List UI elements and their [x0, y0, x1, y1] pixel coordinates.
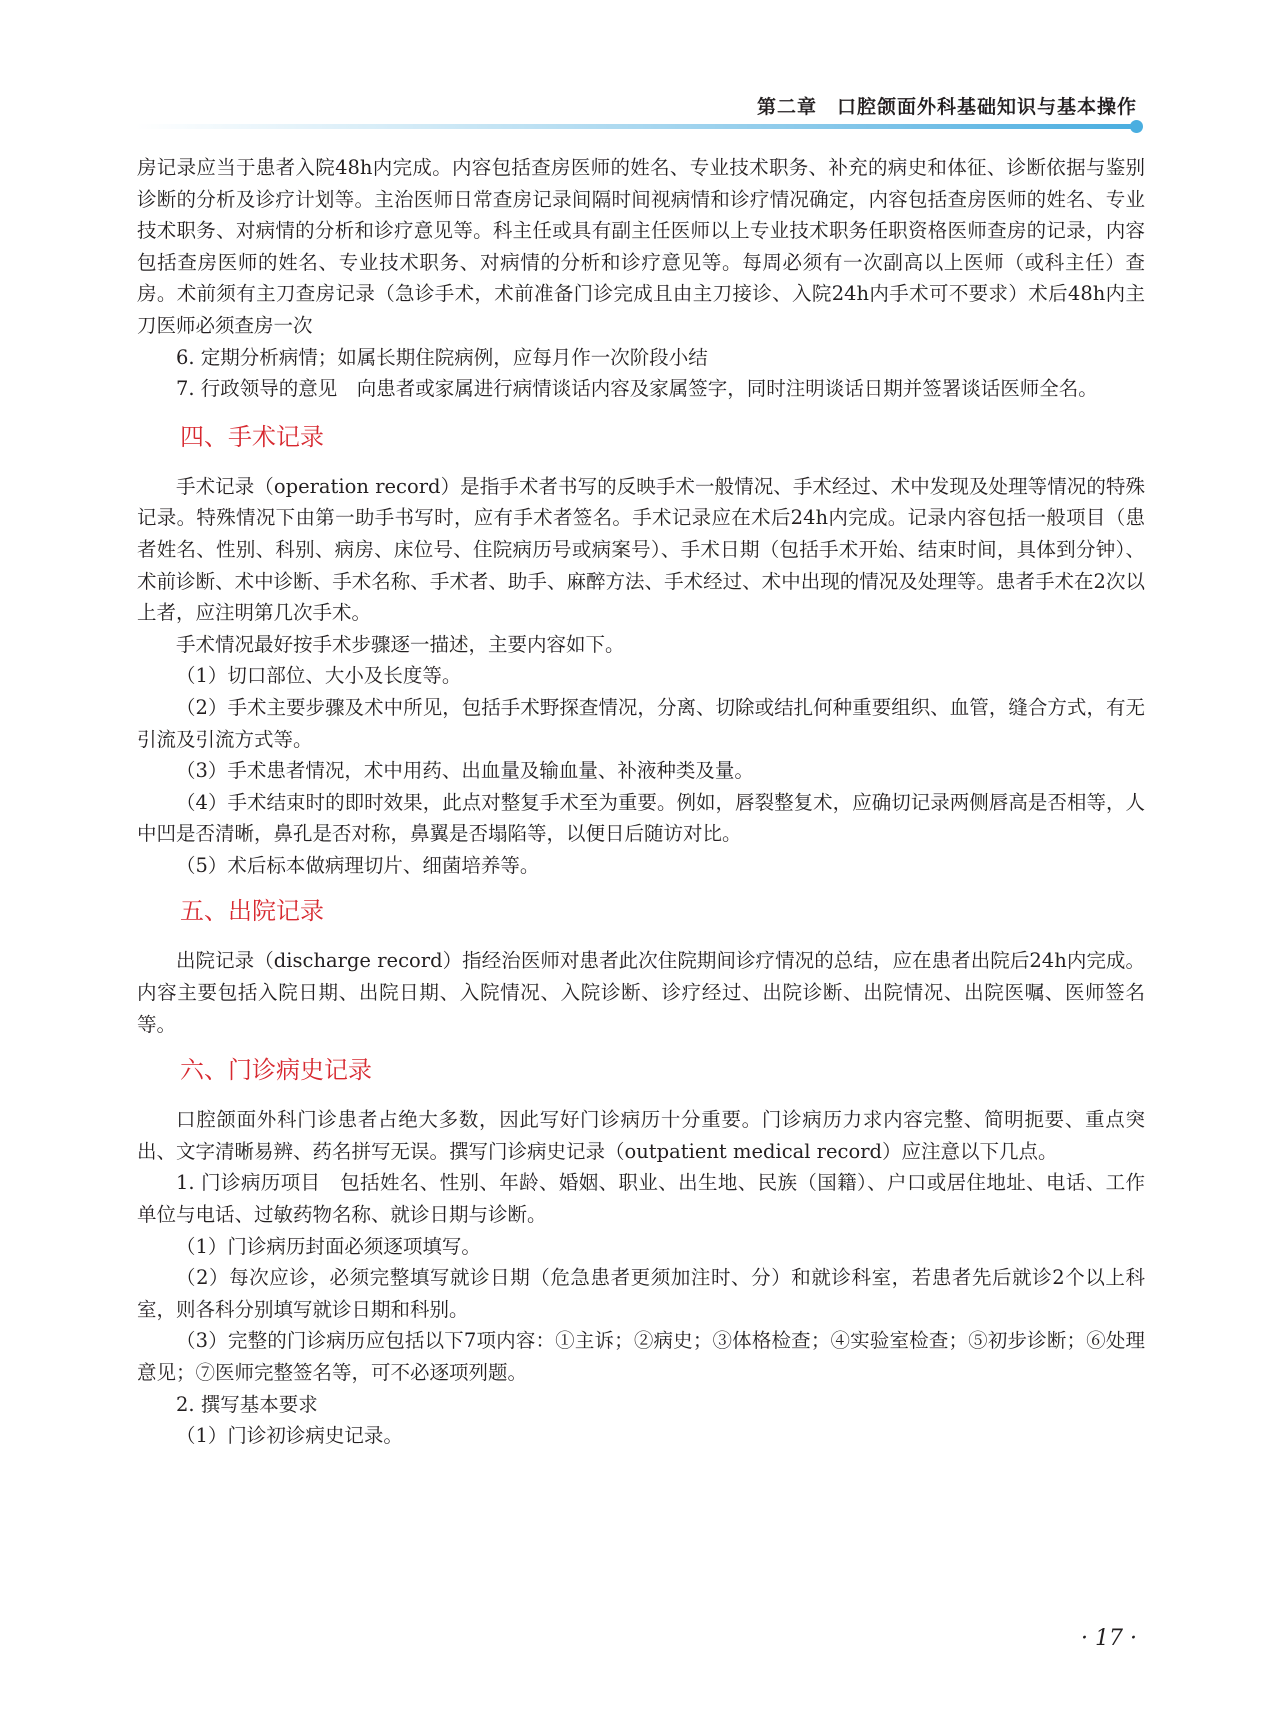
section-heading-surgery-record: 四、手术记录	[180, 422, 324, 451]
header-rule	[136, 124, 1134, 129]
list-item: （2）手术主要步骤及术中所见，包括手术野探查情况，分离、切除或结扎何种重要组织、血管，缝合方式，有无引流及引流方式等。	[137, 695, 1145, 751]
list-item: （1）门诊初诊病史记录。	[176, 1424, 403, 1448]
list-item: （3）手术患者情况，术中用药、出血量及输血量、补液种类及量。	[176, 759, 754, 783]
section-heading-discharge-record: 五、出院记录	[180, 897, 324, 926]
paragraph: 手术记录（operation record）是指手术者书写的反映手术一般情况、手术经过、术中发现及处理等情况的特殊记录。特殊情况下由第一助手书写时，应有手术者签名。手术记录应在术后24h内完成。记录内容包括一般项目（患者姓名、性别、科别、病房、床位号、住院病历号或病案号）、手术日期（包括手术开始、结束时间，具体到分钟）、术前诊断、术中诊断、手术名称、手术者、助手、麻醉方法、手术经过、术中出现的情况及处理等。患者手术在2次以上者，应注明第几次手术。	[137, 474, 1145, 625]
paragraph: 房记录应当于患者入院48h内完成。内容包括查房医师的姓名、专业技术职务、补充的病史和体征、诊断依据与鉴别诊断的分析及诊疗计划等。主治医师日常查房记录间隔时间视病情和诊疗情况确定，内容包括查房医师的姓名、专业技术职务、对病情的分析和诊疗意见等。科主任或具有副主任医师以上专业技术职务任职资格医师查房的记录，内容包括查房医师的姓名、专业技术职务、对病情的分析和诊疗意见等。每周必须有一次副高以上医师（或科主任）查房。术前须有主刀查房记录（急诊手术，术前准备门诊完成且由主刀接诊、入院24h内手术可不要求）术后48h内主刀医师必须查房一次	[137, 156, 1145, 337]
list-item: （5）术后标本做病理切片、细菌培养等。	[176, 853, 540, 877]
paragraph: 出院记录（discharge record）指经治医师对患者此次住院期间诊疗情况的总结，应在患者出院后24h内完成。内容主要包括入院日期、出院日期、入院情况、入院诊断、诊疗经过、出院诊断、出院情况、出院医嘱、医师签名等。	[137, 949, 1145, 1036]
running-header: 第二章 口腔颌面外科基础知识与基本操作	[756, 96, 1137, 118]
list-item: （4）手术结束时的即时效果，此点对整复手术至为重要。例如，唇裂整复术，应确切记录两侧唇高是否相等，人中凹是否清晰，鼻孔是否对称，鼻翼是否塌陷等，以便日后随访对比。	[137, 790, 1145, 846]
paragraph: 6. 定期分析病情；如属长期住院病例，应每月作一次阶段小结	[176, 345, 708, 369]
header-rule-dot	[1130, 120, 1143, 133]
section-heading-outpatient-record: 六、门诊病史记录	[180, 1056, 372, 1085]
list-item: （2）每次应诊，必须完整填写就诊日期（危急患者更须加注时、分）和就诊科室，若患者先后就诊2个以上科室，则各科分别填写就诊日期和科别。	[137, 1266, 1145, 1321]
page-body	[137, 152, 1145, 1452]
paragraph: 手术情况最好按手术步骤逐一描述，主要内容如下。	[176, 632, 625, 656]
list-item: （1）门诊病历封面必须逐项填写。	[176, 1234, 481, 1258]
list-item: （3）完整的门诊病历应包括以下7项内容：①主诉；②病史；③体格检查；④实验室检查；⑤初步诊断；⑥处理意见；⑦医师完整签名等，可不必逐项列题。	[137, 1329, 1145, 1384]
paragraph: 1. 门诊病历项目 包括姓名、性别、年龄、婚姻、职业、出生地、民族（国籍）、户口或居住地址、电话、工作单位与电话、过敏药物名称、就诊日期与诊断。	[137, 1171, 1145, 1227]
page-number: · 17 ·	[1081, 1626, 1137, 1651]
list-item: （1）切口部位、大小及长度等。	[176, 664, 462, 688]
paragraph: 2. 撰写基本要求	[176, 1392, 318, 1416]
paragraph: 7. 行政领导的意见 向患者或家属进行病情谈话内容及家属签字，同时注明谈话日期并签署谈话医师全名。	[176, 377, 1098, 401]
paragraph: 口腔颌面外科门诊患者占绝大多数，因此写好门诊病历十分重要。门诊病历力求内容完整、简明扼要、重点突出、文字清晰易辨、药名拼写无误。撰写门诊病史记录（outpatient medical record）应注意以下几点。	[137, 1108, 1145, 1163]
